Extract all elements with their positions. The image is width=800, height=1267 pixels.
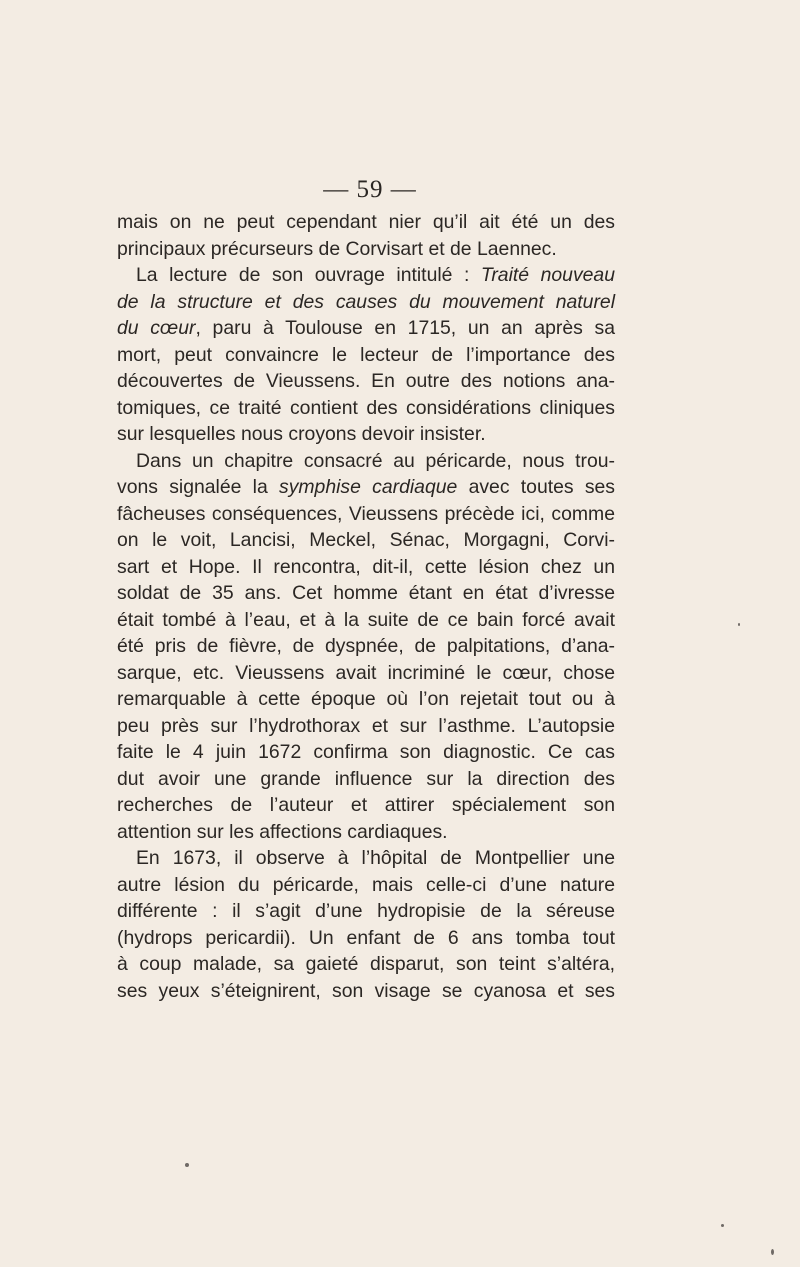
text-segment: découvertes de Vieussens. En outre des notions ana-	[117, 370, 615, 392]
text-line	[117, 766, 615, 793]
text-line	[117, 872, 615, 899]
body-text	[117, 209, 615, 1004]
text-line	[117, 368, 615, 395]
text-segment: différente : il s’agit d’une hydropisie de la séreuse	[117, 900, 615, 922]
text-line	[117, 580, 615, 607]
text-line	[117, 262, 615, 289]
text-line	[117, 713, 615, 740]
text-segment: fâcheuses conséquences, Vieussens précède ici, comme	[117, 502, 615, 525]
text-line	[117, 951, 615, 978]
text-segment: été pris de fièvre, de dyspnée, de palpitations, d’ana-	[117, 635, 615, 657]
text-segment: principaux précurseurs de Corvisart et de Laennec.	[117, 237, 557, 260]
italic-title-segment: Traité nouveau	[480, 264, 615, 286]
text-segment: ses yeux s’éteignirent, son visage se cyanosa et ses	[117, 979, 615, 1002]
text-line	[117, 474, 615, 501]
text-segment: avec toutes ses	[457, 476, 616, 498]
text-segment: recherches de l’auteur et attirer spécialement son	[117, 794, 615, 816]
text-segment: sarque, etc. Vieussens avait incriminé le cœur, chose	[117, 661, 615, 684]
text-line	[117, 633, 615, 660]
text-line	[117, 819, 615, 846]
text-segment: tomiques, ce traité contient des considérations cliniques	[117, 396, 615, 419]
text-segment: faite le 4 juin 1672 confirma son diagnostic. Ce cas	[117, 741, 615, 763]
paper-speck	[185, 1163, 189, 1167]
text-line	[117, 209, 615, 236]
text-line	[117, 421, 615, 448]
paper-speck	[721, 1224, 724, 1227]
text-segment: mais on ne peut cependant nier qu’il ait été un des	[117, 211, 615, 233]
text-segment: , paru à Toulouse en 1715, un an après sa	[195, 317, 615, 339]
text-line	[117, 236, 615, 263]
text-line	[117, 342, 615, 369]
text-line	[117, 978, 615, 1005]
text-line	[117, 289, 615, 316]
text-line	[117, 898, 615, 925]
text-segment: mort, peut convaincre le lecteur de l’importance des	[117, 343, 615, 366]
text-line	[117, 448, 615, 475]
text-line	[117, 925, 615, 952]
text-line	[117, 686, 615, 713]
text-segment: attention sur les affections cardiaques.	[117, 820, 448, 843]
text-segment: peu près sur l’hydrothorax et sur l’asthme. L’autopsie	[117, 714, 615, 737]
page-number: — 59 —	[323, 176, 417, 203]
italic-title-segment: de la structure et des causes du mouvement naturel	[117, 290, 615, 313]
text-segment: (hydrops pericardii). Un enfant de 6 ans tomba tout	[117, 926, 615, 949]
paper-speck	[771, 1249, 774, 1255]
text-line	[117, 660, 615, 687]
text-segment: La lecture de son ouvrage intitulé :	[136, 264, 481, 286]
paper-speck	[738, 623, 740, 626]
text-segment: En 1673, il observe à l’hôpital de Montpellier une	[136, 847, 615, 869]
text-segment: sart et Hope. Il rencontra, dit-il, cette lésion chez un	[117, 555, 615, 578]
text-line	[117, 554, 615, 581]
text-segment: sur lesquelles nous croyons devoir insister.	[117, 423, 486, 445]
text-segment: vons signalée la	[117, 476, 280, 498]
text-segment: était tombé à l’eau, et à la suite de ce bain forcé avait	[117, 608, 615, 631]
text-line	[117, 395, 615, 422]
text-line	[117, 607, 615, 634]
text-segment: Dans un chapitre consacré au péricarde, nous trou-	[136, 449, 615, 472]
text-line	[117, 792, 615, 819]
text-segment: à coup malade, sa gaieté disparut, son teint s’altéra,	[117, 953, 615, 975]
text-segment: soldat de 35 ans. Cet homme étant en état d’ivresse	[117, 582, 615, 604]
text-segment: autre lésion du péricarde, mais celle-ci d’une nature	[117, 873, 615, 896]
text-line	[117, 501, 615, 528]
text-line	[117, 315, 615, 342]
text-segment: dut avoir une grande influence sur la direction des	[117, 767, 615, 790]
text-line	[117, 739, 615, 766]
italic-title-segment: du cœur	[117, 317, 196, 339]
text-segment: on le voit, Lancisi, Meckel, Sénac, Morgagni, Corvi-	[117, 529, 615, 551]
text-line	[117, 527, 615, 554]
text-segment: remarquable à cette époque où l’on rejetait tout ou à	[117, 688, 615, 710]
italic-title-segment: symphise cardiaque	[279, 476, 458, 498]
text-line	[117, 845, 615, 872]
